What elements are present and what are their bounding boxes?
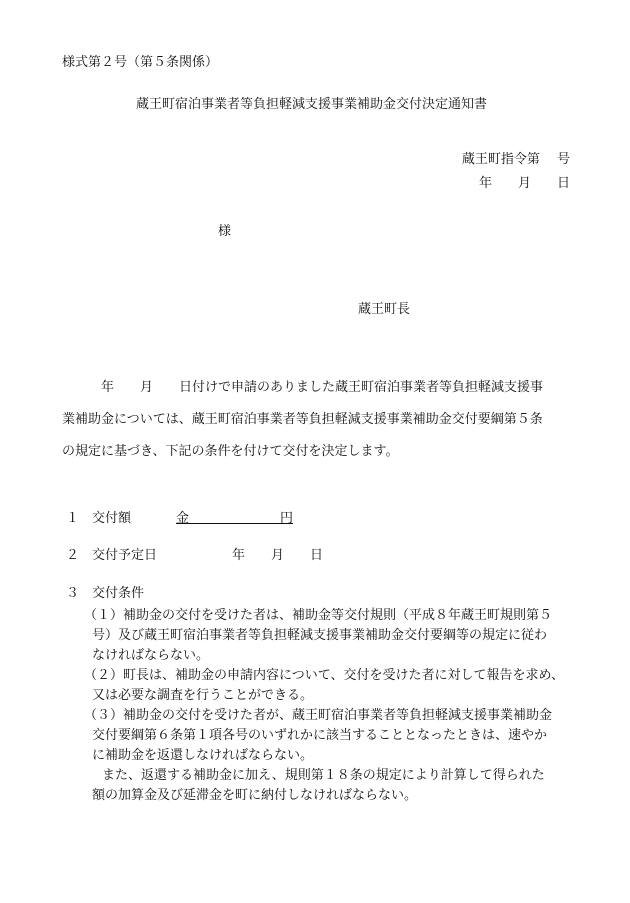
amount-field: 金 円 xyxy=(176,511,294,526)
condition-1 xyxy=(84,606,584,666)
body-line: 業補助金については、蔵王町宿泊事業者等負担軽減支援事業補助金交付要綱第５条 xyxy=(62,412,543,427)
condition-line: （２）町長は、補助金の申請内容について、交付を受けた者に対して報告を求め、 xyxy=(84,668,564,683)
condition-line: 交付要綱第６条第１項各号のいずれかに該当することとなったときは、速やか xyxy=(92,728,548,743)
condition-line: （３）補助金の交付を受けた者が、蔵王町宿泊事業者等負担軽減支援事業補助金 xyxy=(84,708,553,723)
condition-line: また、返還する補助金に加え、規則第１８条の規定により計算して得られた xyxy=(102,768,545,783)
condition-2 xyxy=(84,666,584,706)
condition-line: なければならない。 xyxy=(92,648,210,663)
document-title: 蔵王町宿泊事業者等負担軽減支援事業補助金交付決定通知書 xyxy=(136,97,488,112)
document-number: 蔵王町指令第 号 xyxy=(461,152,570,167)
condition-line: に補助金を返還しなければならない。 xyxy=(92,748,314,763)
form-label: 様式第２号（第５条関係） xyxy=(62,55,219,70)
item-label-conditions: 交付条件 xyxy=(92,586,145,601)
condition-line: 号）及び蔵王町宿泊事業者等負担軽減支援事業補助金交付要綱等の規定に従わ xyxy=(92,628,548,643)
addressee-suffix: 様 xyxy=(218,224,232,239)
issuer: 蔵王町長 xyxy=(358,302,411,317)
condition-line: 又は必要な調査を行うことができる。 xyxy=(92,688,314,703)
scheduled-date-field: 年 月 日 xyxy=(232,548,324,563)
item-number: １ xyxy=(66,511,80,526)
condition-line: 額の加算金及び延滞金を町に納付しなければならない。 xyxy=(92,788,418,803)
body-line: の規定に基づき、下記の条件を付けて交付を決定します。 xyxy=(62,444,399,459)
item-label-date: 交付予定日 xyxy=(92,548,158,563)
condition-line: （１）補助金の交付を受けた者は、補助金等交付規則（平成８年蔵王町規則第５ xyxy=(84,608,553,623)
issue-date: 年 月 日 xyxy=(478,176,570,191)
condition-3 xyxy=(84,706,584,806)
body-paragraph xyxy=(62,372,588,468)
item-number: ２ xyxy=(66,548,80,563)
item-number: ３ xyxy=(66,586,80,601)
body-line: 年 月 日付けで申請のありました蔵王町宿泊事業者等負担軽減支援事 xyxy=(62,380,544,395)
item-label-amount: 交付額 xyxy=(92,511,132,526)
